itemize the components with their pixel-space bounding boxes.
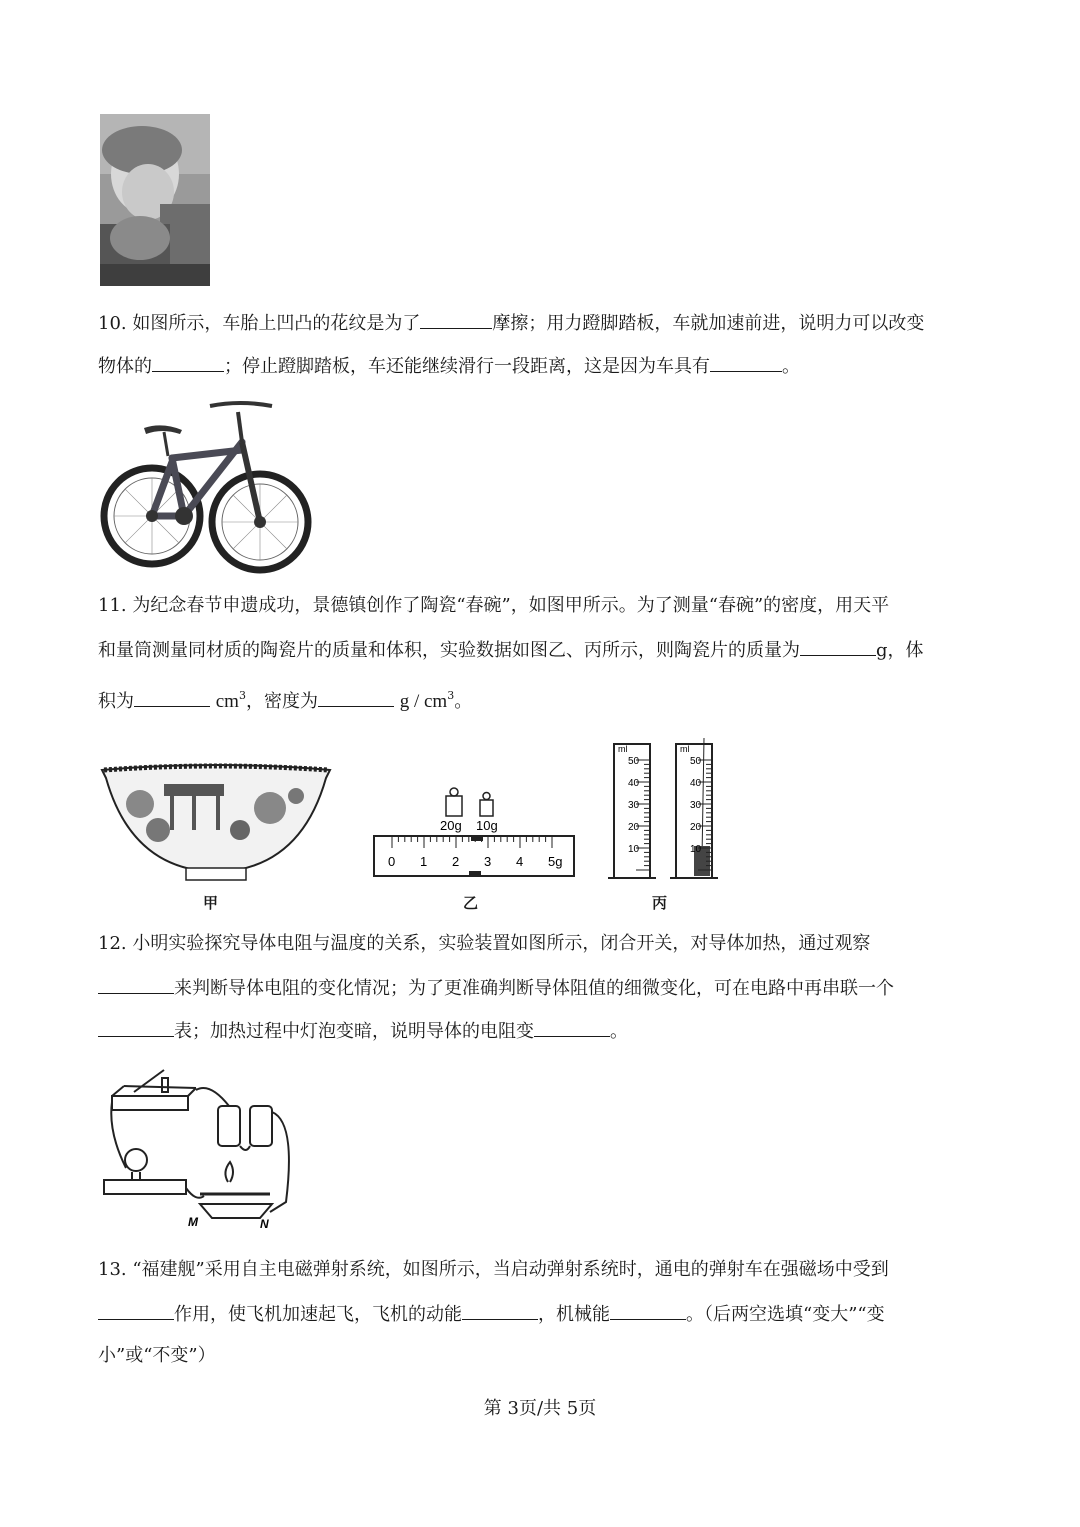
answer-blank[interactable] bbox=[98, 1301, 174, 1320]
answer-blank[interactable] bbox=[134, 688, 210, 707]
cylinder-tick-label: 30 bbox=[628, 800, 640, 811]
q11-line3: 积为 $cm^3$，密度为 g / $cm^3$。 bbox=[98, 689, 473, 712]
weight-label-10g: 10g bbox=[476, 818, 498, 833]
answer-blank[interactable] bbox=[710, 353, 782, 372]
label-n: N bbox=[260, 1217, 269, 1230]
cylinder-tick-label: 40 bbox=[690, 778, 702, 789]
cylinder-tick-label: 10 bbox=[628, 844, 640, 855]
bicycle-figure bbox=[100, 398, 314, 574]
q13-line2: 作用，使飞机加速起飞，飞机的动能 ，机械能 。（后两空选填“变大”“变 bbox=[98, 1301, 885, 1327]
answer-blank[interactable] bbox=[800, 637, 876, 656]
scale-tick-label: 4 bbox=[516, 854, 524, 869]
cylinder-tick-label: 20 bbox=[628, 822, 640, 833]
scale-tick-label: 5g bbox=[548, 854, 563, 869]
answer-blank[interactable] bbox=[98, 975, 174, 994]
cylinder-tick-label: 20 bbox=[690, 822, 702, 833]
cylinder-unit: ml bbox=[618, 744, 628, 754]
page-footer: 第 3页/共 5页 bbox=[483, 1398, 597, 1419]
q10-line2: 物体的 ；停止蹬脚踏板，车还能继续滑行一段距离，这是因为车具有 。 bbox=[98, 353, 800, 379]
q11-line2: 和量筒测量同材质的陶瓷片的质量和体积，实验数据如图乙、丙所示，则陶瓷片的质量为 g，体 bbox=[98, 637, 924, 663]
porcelain-bowl-figure bbox=[100, 760, 332, 882]
answer-blank[interactable] bbox=[462, 1301, 538, 1320]
fig-label-jia: 甲 bbox=[203, 894, 219, 912]
scale-tick-label: 2 bbox=[452, 854, 460, 869]
answer-blank[interactable] bbox=[318, 688, 394, 707]
circuit-figure bbox=[100, 1062, 300, 1230]
q12-line1: 12. 小明实验探究导体电阻与温度的关系，实验装置如图所示，闭合开关，对导体加热，通过观察 bbox=[98, 933, 871, 954]
cylinder-tick-label: 40 bbox=[628, 778, 640, 789]
cylinder-tick-label: 30 bbox=[690, 800, 702, 811]
cylinder-tick-label: 10 bbox=[690, 844, 702, 855]
answer-blank[interactable] bbox=[152, 353, 224, 372]
q10-line1: 10. 如图所示，车胎上凹凸的花纹是为了 摩擦；用力蹬脚踏板，车就加速前进，说明力可以改变 bbox=[98, 310, 924, 336]
q13-line1: 13. “福建舰”采用自主电磁弹射系统，如图所示，当启动弹射系统时，通电的弹射车在强磁场中受到 bbox=[98, 1259, 889, 1280]
label-m: M bbox=[188, 1215, 198, 1229]
scale-tick-label: 0 bbox=[388, 854, 396, 869]
answer-blank[interactable] bbox=[610, 1301, 686, 1320]
q13-line3: 小”或“不变”） bbox=[98, 1345, 216, 1366]
scale-tick-label: 1 bbox=[420, 854, 428, 869]
q11-line1: 11. 为纪念春节申遗成功，景德镇创作了陶瓷“春碗”，如图甲所示。为了测量“春碗”的密度，用天平 bbox=[98, 595, 890, 616]
graduated-cylinders-figure bbox=[608, 738, 728, 884]
q12-line2: 来判断导体电阻的变化情况；为了更准确判断导体阻值的细微变化，可在电路中再串联一个 bbox=[98, 975, 894, 1001]
fig-label-yi: 乙 bbox=[463, 894, 479, 912]
cylinder-tick-label: 50 bbox=[690, 756, 702, 767]
balance-weights-figure bbox=[370, 786, 580, 880]
scale-tick-label: 3 bbox=[484, 854, 492, 869]
fig-label-bing: 丙 bbox=[652, 894, 668, 912]
answer-blank[interactable] bbox=[534, 1018, 610, 1037]
photo-person-in-hat bbox=[100, 114, 210, 286]
cylinder-unit: ml bbox=[680, 744, 690, 754]
answer-blank[interactable] bbox=[98, 1018, 174, 1037]
answer-blank[interactable] bbox=[420, 310, 492, 329]
q12-line3: 表；加热过程中灯泡变暗，说明导体的电阻变 。 bbox=[98, 1018, 628, 1044]
weight-label-20g: 20g bbox=[440, 818, 462, 833]
cylinder-tick-label: 50 bbox=[628, 756, 640, 767]
